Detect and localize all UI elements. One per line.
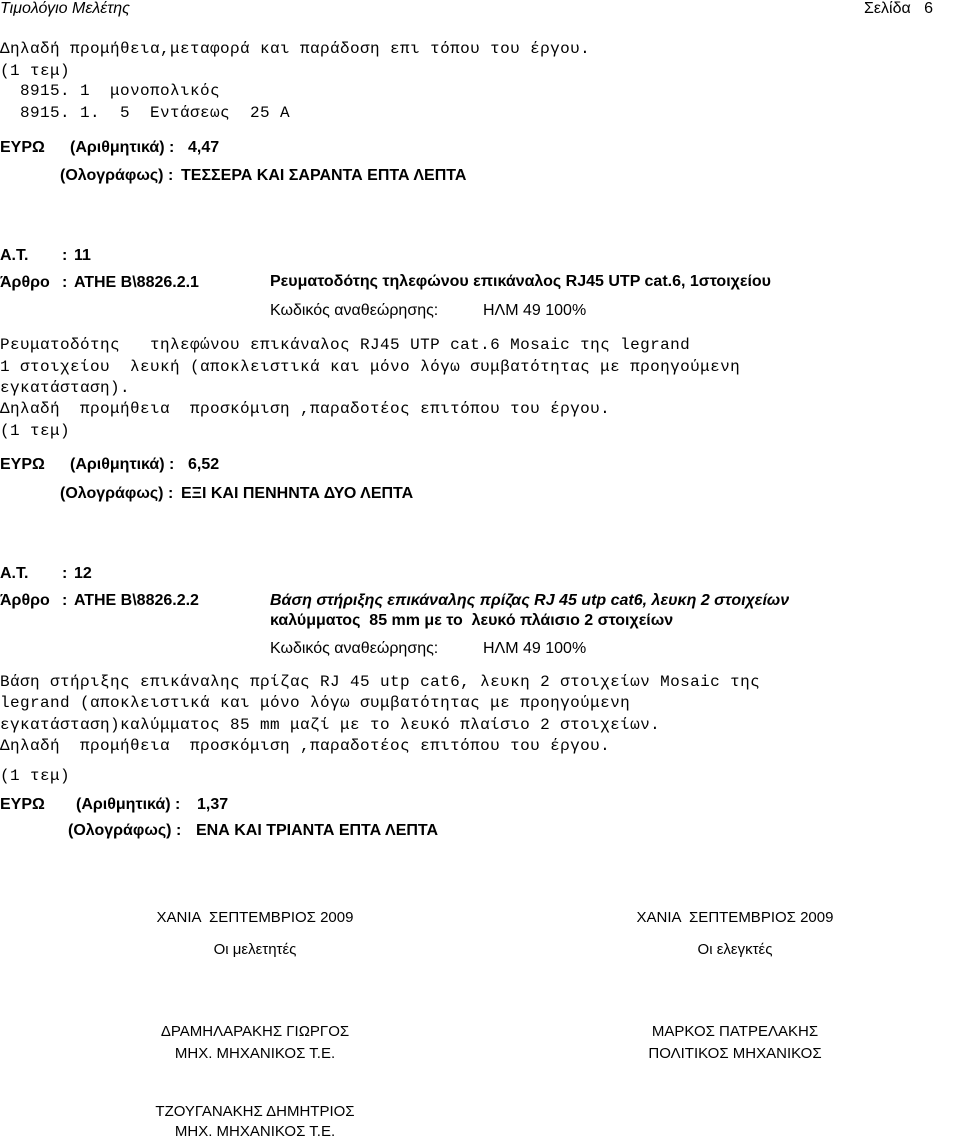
at-separator: : (62, 247, 68, 264)
price-words-value: ΕΝΑ ΚΑΙ ΤΡΙΑΝΤΑ ΕΠΤΑ ΛΕΠΤΑ (196, 822, 439, 839)
description-line: Δηλαδή προμήθεια προσκόμιση ,παραδοτέος επιτόπου του έργου. (0, 400, 611, 418)
header-left: Τιμολόγιο Μελέτης (0, 0, 130, 17)
description-line: Ρευματοδότης τηλεφώνου επικάναλος RJ45 UTP cat.6 Mosaic της legrand (0, 336, 691, 354)
article-label: Άρθρο (0, 592, 50, 609)
price-numeric-value: 6,52 (188, 456, 220, 473)
price-numeric-label: (Αριθμητικά) : (70, 456, 175, 473)
description-line: Δηλαδή προμήθεια προσκόμιση ,παραδοτέος επιτόπου του έργου. (0, 737, 611, 755)
description-line: (1 τεμ) (0, 767, 71, 785)
article-separator: : (62, 592, 68, 609)
signatory-name: ΤΖΟΥΓΑΝΑΚΗΣ ΔΗΜΗΤΡΙΟΣ (155, 1103, 355, 1120)
price-words-label: (Ολογράφως) : (60, 485, 174, 502)
article-label: Άρθρο (0, 274, 50, 291)
price-numeric-value: 4,47 (188, 139, 220, 156)
revision-code-label: Κωδικός αναθεώρησης: (270, 640, 439, 657)
article-separator: : (62, 274, 68, 291)
item-title: Ρευματοδότης τηλεφώνου επικάναλος RJ45 UTP cat.6, 1στοιχείου (270, 273, 771, 290)
revision-code-label: Κωδικός αναθεώρησης: (270, 302, 439, 319)
price-numeric-label: (Αριθμητικά) : (70, 139, 175, 156)
article-code: ΑΤΗΕ Β\8826.2.1 (74, 274, 199, 291)
signatory-title: ΜΗΧ. ΜΗΧΑΝΙΚΟΣ Τ.Ε. (174, 1045, 336, 1062)
description-line: 1 στοιχείου λευκή (αποκλειστικά και μόνο λόγω συμβατότητας με προηγούμενη (0, 358, 741, 376)
description-line: 8915. 1 μονοπολικός (0, 82, 221, 100)
description-line: Δηλαδή προμήθεια,μεταφορά και παράδοση επι τόπου του έργου. (0, 40, 591, 58)
description-line: Βάση στήριξης επικάναλης πρίζας RJ 45 utp cat6, λευκη 2 στοιχείων Mosaic της (0, 673, 761, 691)
description-line: 8915. 1. 5 Εντάσεως 25 Α (0, 104, 291, 122)
page-number: Σελίδα 6 (864, 0, 933, 17)
item-title-line: Βάση στήριξης επικάναλης πρίζας RJ 45 utp cat6, λευκη 2 στοιχείων (270, 592, 790, 609)
revision-code-value: ΗΛΜ 49 100% (483, 302, 587, 319)
price-numeric-value: 1,37 (197, 796, 229, 813)
price-numeric-label: (Αριθμητικά) : (76, 796, 181, 813)
euro-label: ΕΥΡΩ (0, 139, 45, 156)
place-date: ΧΑΝΙΑ ΣΕΠΤΕΜΒΡΙΟΣ 2009 (636, 909, 834, 926)
price-words-value: ΕΞΙ ΚΑΙ ΠΕΝΗΝΤΑ ΔΥΟ ΛΕΠΤΑ (181, 485, 414, 502)
at-label: Α.Τ. (0, 565, 29, 582)
at-separator: : (62, 565, 68, 582)
signatory-title: ΠΟΛΙΤΙΚΟΣ ΜΗΧΑΝΙΚΟΣ (648, 1045, 822, 1062)
euro-label: ΕΥΡΩ (0, 456, 45, 473)
price-words-value: ΤΕΣΣΕΡΑ ΚΑΙ ΣΑΡΑΝΤΑ ΕΠΤΑ ΛΕΠΤΑ (181, 167, 467, 184)
description-line: εγκατάσταση)καλύμματος 85 mm μαζί με το λευκό πλαίσιο 2 στοιχείων. (0, 716, 661, 734)
signatory-role: Οι μελετητές (213, 941, 297, 958)
description-line: (1 τεμ) (0, 422, 71, 440)
article-code: ΑΤΗΕ Β\8826.2.2 (74, 592, 199, 609)
signatory-title: ΜΗΧ. ΜΗΧΑΝΙΚΟΣ Τ.Ε. (174, 1123, 336, 1140)
at-value: 12 (74, 565, 92, 582)
item-title-line: καλύμματος 85 mm με το λευκό πλάισιο 2 στοιχείων (270, 612, 674, 629)
price-words-label: (Ολογράφως) : (60, 167, 174, 184)
at-value: 11 (74, 247, 91, 264)
signatory-name: ΜΑΡΚΟΣ ΠΑΤΡΕΛΑΚΗΣ (651, 1023, 819, 1040)
description-line: (1 τεμ) (0, 62, 71, 80)
signatory-name: ΔΡΑΜΗΛΑΡΑΚΗΣ ΓΙΩΡΓΟΣ (160, 1023, 350, 1040)
signatory-role: Οι ελεγκτές (697, 941, 773, 958)
at-label: Α.Τ. (0, 247, 29, 264)
euro-label: ΕΥΡΩ (0, 796, 45, 813)
price-words-label: (Ολογράφως) : (68, 822, 182, 839)
revision-code-value: ΗΛΜ 49 100% (483, 640, 587, 657)
description-line: εγκατάσταση). (0, 379, 131, 397)
place-date: ΧΑΝΙΑ ΣΕΠΤΕΜΒΡΙΟΣ 2009 (156, 909, 354, 926)
description-line: legrand (αποκλειστικά και μόνο λόγω συμβατότητας με προηγούμενη (0, 694, 631, 712)
